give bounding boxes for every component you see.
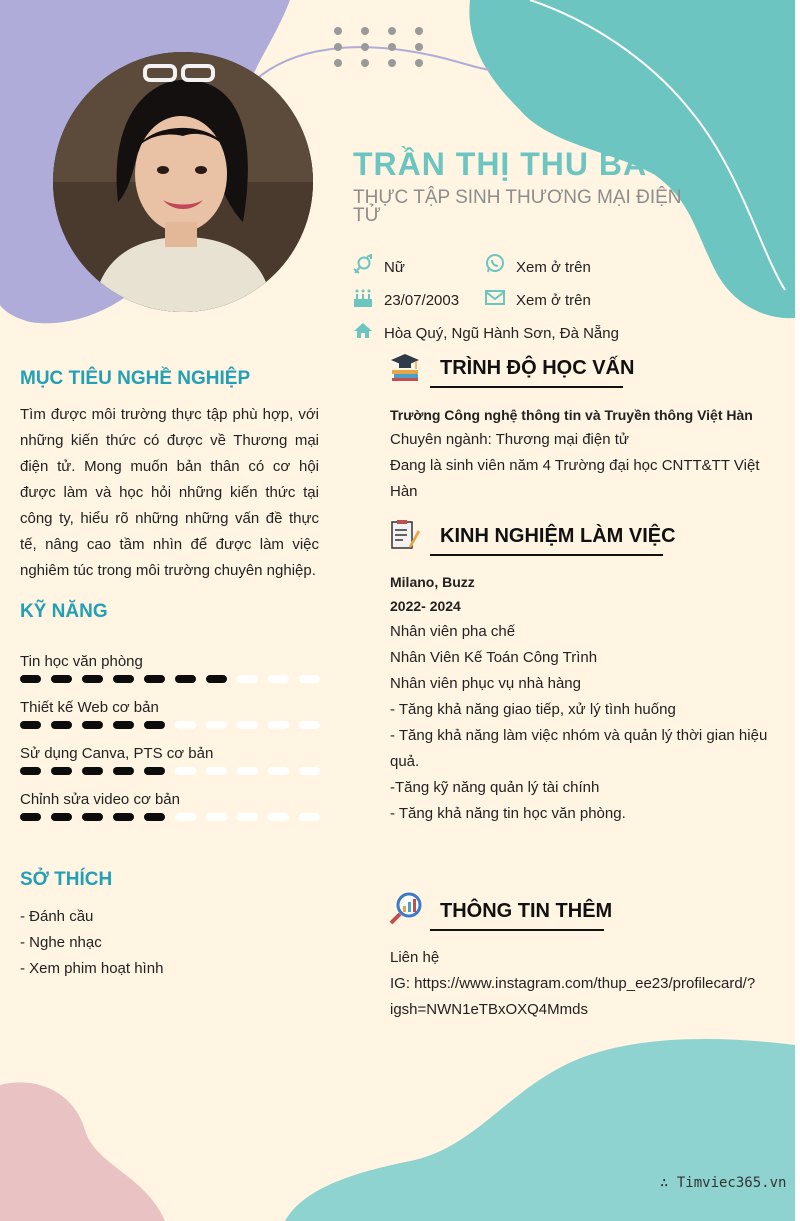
- skill-level-pill: [113, 675, 134, 683]
- skill-level-pill: [144, 767, 165, 775]
- skill-level-pill: [51, 767, 72, 775]
- additional-heading-underline: [430, 929, 604, 931]
- experience-line: Nhân Viên Kế Toán Công Trình: [390, 649, 598, 666]
- skill-level-pill: [144, 675, 165, 683]
- experience-line: quả.: [390, 753, 420, 770]
- skill-level-pill: [20, 767, 41, 775]
- skill-level-pill: [206, 675, 227, 683]
- skill-level-pill: [206, 767, 227, 775]
- skill-level-pill: [82, 721, 103, 729]
- skill-level-pill: [299, 675, 320, 683]
- skill-level-pill: [113, 767, 134, 775]
- experience-heading-underline: [430, 554, 663, 556]
- skill-bar: [20, 813, 330, 821]
- skill-level-pill: [299, 721, 320, 729]
- skill-level-pill: [206, 813, 227, 821]
- magnifier-chart-icon: [389, 892, 423, 926]
- skill-bar: [20, 675, 330, 683]
- hobby-item: - Xem phim hoạt hình: [20, 960, 164, 977]
- experience-line: - Tăng khả năng tin học văn phòng.: [390, 805, 626, 822]
- skill-level-pill: [51, 813, 72, 821]
- skill-label: Sử dụng Canva, PTS cơ bản: [20, 745, 214, 762]
- skill-level-pill: [268, 675, 289, 683]
- skill-bar: [20, 721, 330, 729]
- instagram-link[interactable]: igsh=NWN1eTBxOXQ4Mmds: [390, 1001, 588, 1018]
- skill-level-pill: [144, 813, 165, 821]
- skill-level-pill: [113, 813, 134, 821]
- profile-photo: [53, 52, 313, 312]
- skill-level-pill: [268, 813, 289, 821]
- gender-value: Nữ: [384, 259, 405, 276]
- home-icon: [352, 320, 374, 342]
- skill-level-pill: [113, 721, 134, 729]
- decor-blob-teal-bottom: [285, 1035, 795, 1221]
- skill-level-pill: [51, 721, 72, 729]
- experience-line: - Tăng khả năng làm việc nhóm và quản lý thời gian hiệu: [390, 727, 768, 744]
- experience-line: - Tăng khả năng giao tiếp, xử lý tình huống: [390, 701, 676, 718]
- skill-level-pill: [237, 813, 258, 821]
- phone-value: Xem ở trên: [516, 259, 591, 276]
- experience-line: Nhân viên pha chế: [390, 623, 516, 640]
- skill-bar: [20, 767, 330, 775]
- skill-level-pill: [82, 767, 103, 775]
- decor-blob-pink: [0, 1080, 170, 1221]
- skill-level-pill: [20, 813, 41, 821]
- work-period: 2022- 2024: [390, 598, 461, 614]
- brand-text: Timviec365.vn: [676, 1175, 787, 1191]
- education-status: Đang là sinh viên năm 4 Trường đại học CNTT&TT Việt: [390, 457, 760, 474]
- job-title: THỰC TẬP SINH THƯƠNG MẠI ĐIỆN TỬ: [353, 187, 682, 226]
- skill-level-pill: [237, 767, 258, 775]
- education-heading-underline: [430, 386, 623, 388]
- graduation-books-icon: [389, 350, 421, 382]
- objective-text: Tìm được môi trường thực tập phù hợp, với những kiến thức có được về Thương mại điện tử. Mong muốn bản thân có cơ hội được làm và học hỏi những kiến thức tại công ty, hiểu rõ những những vấn đề thực tế, nâng cao tầm nhìn để được làm việc nghiêm túc trong môi trường chuyên nghiệp.: [20, 406, 319, 579]
- skill-level-pill: [82, 675, 103, 683]
- skill-level-pill: [175, 721, 196, 729]
- skill-level-pill: [175, 813, 196, 821]
- skill-level-pill: [175, 675, 196, 683]
- skill-label: Chỉnh sửa video cơ bản: [20, 791, 180, 808]
- school-name: Trường Công nghệ thông tin và Truyền thông Việt Hàn: [390, 407, 753, 423]
- skill-level-pill: [299, 767, 320, 775]
- whatsapp-icon: [484, 253, 506, 275]
- skill-level-pill: [82, 813, 103, 821]
- hobby-item: - Đánh cầu: [20, 908, 94, 925]
- brand-watermark: [660, 1175, 786, 1191]
- skill-level-pill: [268, 767, 289, 775]
- skill-level-pill: [20, 721, 41, 729]
- brand-dots-icon: ∴: [660, 1175, 677, 1191]
- education-heading: TRÌNH ĐỘ HỌC VẤN: [440, 357, 635, 379]
- additional-line: Liên hệ: [390, 949, 440, 966]
- skill-level-pill: [20, 675, 41, 683]
- skill-level-pill: [268, 721, 289, 729]
- decor-dot-grid: [330, 25, 430, 70]
- experience-line: Nhân viên phục vụ nhà hàng: [390, 675, 581, 692]
- address-value: Hòa Quý, Ngũ Hành Sơn, Đà Nẵng: [384, 325, 619, 342]
- skills-heading: KỸ NĂNG: [20, 601, 108, 622]
- work-clipboard-icon: [389, 518, 421, 550]
- email-value: Xem ở trên: [516, 292, 591, 309]
- experience-heading: KINH NGHIỆM LÀM VIỆC: [440, 525, 676, 547]
- skill-level-pill: [299, 813, 320, 821]
- education-status: Hàn: [390, 483, 418, 500]
- birthday-cake-icon: [352, 287, 374, 309]
- skill-level-pill: [237, 675, 258, 683]
- skill-level-pill: [237, 721, 258, 729]
- skill-level-pill: [206, 721, 227, 729]
- education-major: Chuyên ngành: Thương mại điện tử: [390, 431, 629, 448]
- skill-level-pill: [51, 675, 72, 683]
- hobbies-heading: SỞ THÍCH: [20, 869, 113, 890]
- skill-label: Thiết kế Web cơ bản: [20, 699, 159, 716]
- birthday-value: 23/07/2003: [384, 292, 460, 309]
- experience-line: -Tăng kỹ năng quản lý tài chính: [390, 779, 600, 796]
- email-icon: [484, 287, 506, 309]
- skill-level-pill: [175, 767, 196, 775]
- candidate-name: TRẦN THỊ THU BA: [353, 146, 648, 182]
- objective-heading: MỤC TIÊU NGHỀ NGHIỆP: [20, 368, 251, 389]
- hobby-item: - Nghe nhạc: [20, 934, 102, 951]
- skill-level-pill: [144, 721, 165, 729]
- additional-heading: THÔNG TIN THÊM: [440, 900, 613, 922]
- company-name: Milano, Buzz: [390, 574, 475, 590]
- gender-icon: [352, 254, 374, 276]
- skill-label: Tin học văn phòng: [20, 653, 143, 670]
- instagram-link[interactable]: IG: https://www.instagram.com/thup_ee23/profilecard/?: [390, 975, 756, 992]
